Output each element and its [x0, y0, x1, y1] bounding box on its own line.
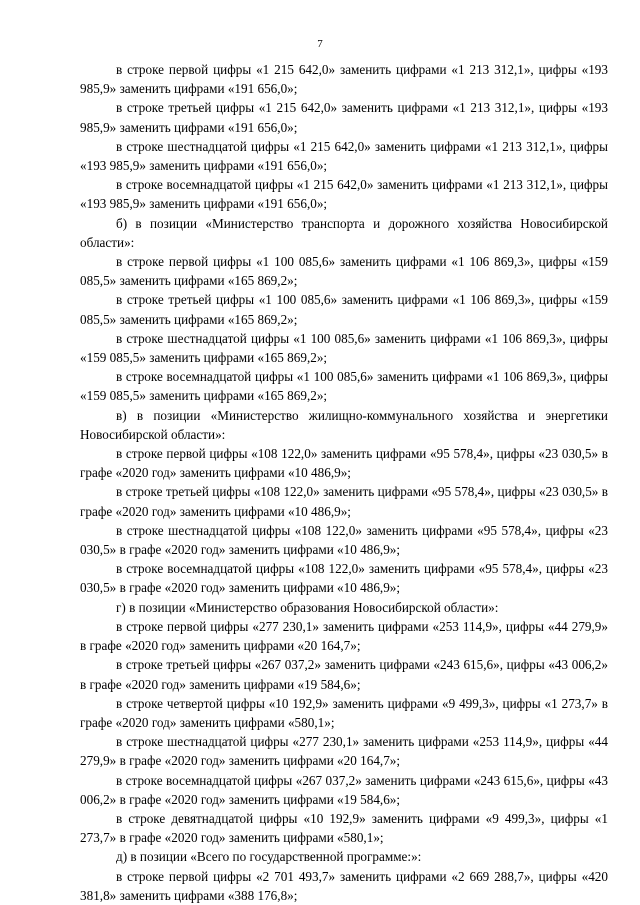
paragraph: в строке шестнадцатой цифры «1 215 642,0» заменить цифрами «1 213 312,1», цифры «193 985,9» заменить цифрами «191 656,0»; — [80, 138, 608, 174]
document-body — [80, 60, 608, 905]
paragraph: в строке шестнадцатой цифры «108 122,0» заменить цифрами «95 578,4», цифры «23 030,5» в графе «2020 год» заменить цифрами «10 486,9»; — [80, 522, 608, 558]
paragraph: в строке первой цифры «277 230,1» заменить цифрами «253 114,9», цифры «44 279,9» в графе «2020 год» заменить цифрами «20 164,7»; — [80, 618, 608, 654]
paragraph: в строке шестнадцатой цифры «1 100 085,6» заменить цифрами «1 106 869,3», цифры «159 085,5» заменить цифрами «165 869,2»; — [80, 330, 608, 366]
paragraph: д) в позиции «Всего по государственной программе:»: — [116, 849, 422, 865]
paragraph: в строке третьей цифры «267 037,2» заменить цифрами «243 615,6», цифры «43 006,2» в графе «2020 год» заменить цифрами «19 584,6»; — [80, 657, 608, 692]
paragraph: в строке шестнадцатой цифры «277 230,1» заменить цифрами «253 114,9», цифры «44 279,9» в графе «2020 год» заменить цифрами «20 164,7»; — [80, 734, 608, 769]
paragraph: в строке четвертой цифры «10 192,9» заменить цифрами «9 499,3», цифры «1 273,7» в графе «2020 год» заменить цифрами «580,1»; — [80, 695, 608, 730]
paragraph: в строке третьей цифры «1 100 085,6» заменить цифрами «1 106 869,3», цифры «159 085,5» заменить цифрами «165 869,2»; — [80, 292, 608, 327]
paragraph: в строке первой цифры «1 215 642,0» заменить цифрами «1 213 312,1», цифры «193 985,9» заменить цифрами «191 656,0»; — [80, 62, 608, 97]
paragraph: г) в позиции «Министерство образования Новосибирской области»: — [116, 599, 499, 615]
paragraph: в строке первой цифры «1 100 085,6» заменить цифрами «1 106 869,3», цифры «159 085,5» заменить цифрами «165 869,2»; — [80, 254, 608, 289]
paragraph: в строке первой цифры «2 701 493,7» заменить цифрами «2 669 288,7», цифры «420 381,8» заменить цифрами «388 176,8»; — [80, 868, 608, 903]
paragraph: в строке девятнадцатой цифры «10 192,9» заменить цифрами «9 499,3», цифры «1 273,7» в графе «2020 год» заменить цифрами «580,1»; — [80, 810, 608, 846]
paragraph: в строке первой цифры «108 122,0» заменить цифрами «95 578,4», цифры «23 030,5» в графе «2020 год» заменить цифрами «10 486,9»; — [80, 446, 608, 481]
paragraph: б) в позиции «Министерство транспорта и дорожного хозяйства Новосибирской области»: — [80, 215, 608, 250]
paragraph: в строке третьей цифры «1 215 642,0» заменить цифрами «1 213 312,1», цифры «193 985,9» заменить цифрами «191 656,0»; — [80, 100, 608, 135]
page-number: 7 — [317, 38, 323, 50]
paragraph: в строке восемнадцатой цифры «267 037,2» заменить цифрами «243 615,6», цифры «43 006,2» в графе «2020 год» заменить цифрами «19 584,6»; — [80, 772, 608, 807]
paragraph: в строке восемнадцатой цифры «1 100 085,6» заменить цифрами «1 106 869,3», цифры «159 085,5» заменить цифрами «165 869,2»; — [80, 369, 608, 404]
paragraph: в) в позиции «Министерство жилищно-коммунального хозяйства и энергетики Новосибирской области»: — [80, 407, 608, 442]
paragraph: в строке восемнадцатой цифры «1 215 642,0» заменить цифрами «1 213 312,1», цифры «193 985,9» заменить цифрами «191 656,0»; — [80, 177, 608, 212]
paragraph: в строке третьей цифры «108 122,0» заменить цифрами «95 578,4», цифры «23 030,5» в графе «2020 год» заменить цифрами «10 486,9»; — [80, 484, 608, 519]
paragraph: в строке восемнадцатой цифры «108 122,0» заменить цифрами «95 578,4», цифры «23 030,5» в графе «2020 год» заменить цифрами «10 486,9»; — [80, 561, 608, 596]
